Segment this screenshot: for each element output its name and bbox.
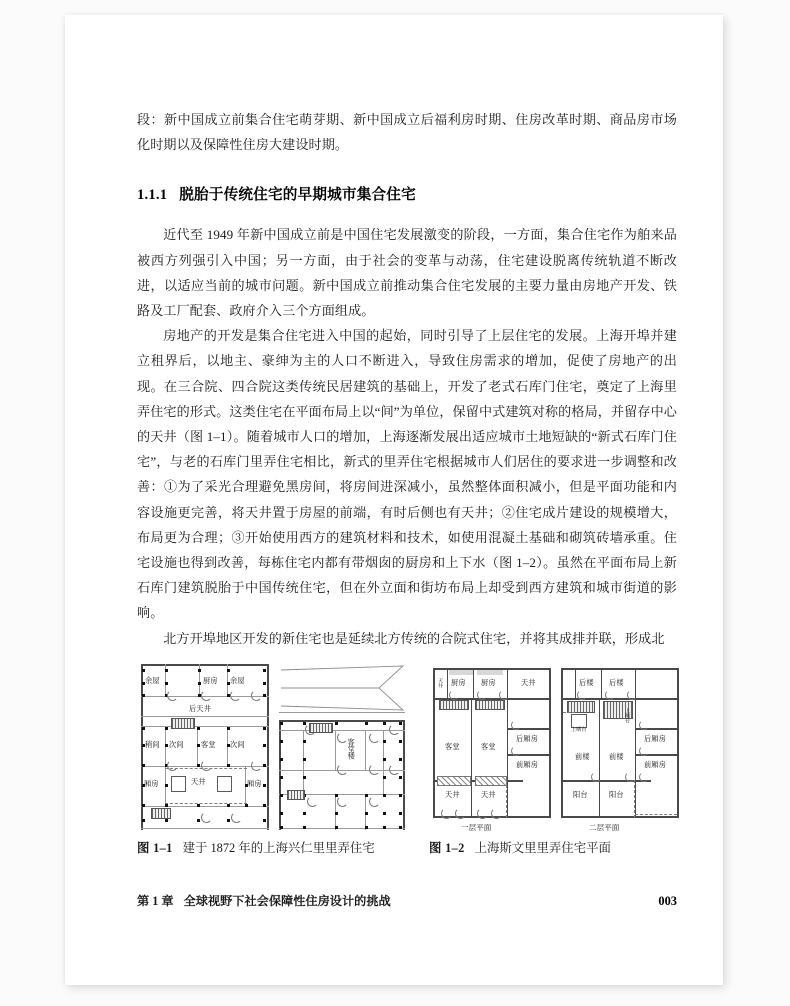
room-label: 厨房 (203, 677, 218, 685)
footer-title: 全球视野下社会保障性住房设计的挑战 (183, 894, 391, 908)
room-label: 阳台 (573, 791, 588, 799)
room-label: 后楼 (609, 679, 624, 687)
figure-1-1-caption-text: 建于 1872 年的上海兴仁里里弄住宅 (182, 841, 375, 855)
room-label: 余屋 (145, 677, 160, 685)
room-label: 后楼 (579, 679, 594, 687)
room-label: 后厢房 (644, 735, 667, 743)
page-number: 003 (658, 894, 677, 908)
section-heading (137, 183, 677, 204)
footer-chapter: 第 1 章 (137, 894, 174, 908)
room-label: 次间 (230, 741, 245, 749)
room-label: 厨房 (451, 679, 466, 687)
figure-1-2-caption-label: 图 1–2 (429, 841, 465, 855)
figure-1-1-drawing (137, 660, 409, 830)
room-label: 厨房 (481, 679, 496, 687)
paragraph-continued: 段：新中国成立前集合住宅萌芽期、新中国成立后福利房时期、住房改革时期、商品房市场化时期以及保障性住房大建设时期。 (137, 112, 677, 153)
room-label: 天井 (437, 678, 442, 688)
room-label: 稍间 (145, 741, 160, 749)
room-label: 余屋 (230, 677, 245, 685)
figure-1-2-caption-text: 上海斯文里里弄住宅平面 (474, 841, 611, 855)
room-label: 上晒台 (571, 728, 587, 733)
room-label: 客堂 (201, 741, 216, 749)
room-label: 前厢房 (644, 761, 667, 769)
page-footer (137, 892, 677, 909)
room-label: 客堂 (445, 743, 460, 751)
page-content (137, 107, 677, 651)
floor1-title: 一层平面 (461, 823, 492, 832)
room-label: 厢房 (247, 780, 262, 788)
footer-running-head (137, 892, 391, 909)
room-label: 客堂 (481, 743, 496, 751)
paragraph-1: 近代至 1949 年新中国成立前是中国住宅发展激变的阶段，一方面，集合住宅作为舶来品被西方列强引入中国；另一方面，由于社会的变革与动荡，住宅建设脱离传统轨道不断改进，以适应当前的城市问题。新中国成立前推动集合住宅发展的主要力量由房地产开发、铁路及工厂配套、政府介入三个方面组成。 (137, 227, 677, 319)
paragraph-3: 北方开埠地区开发的新住宅也是延续北方传统的合院式住宅，并将其成排并联，形成北 (163, 630, 665, 646)
floor2-title: 二层平面 (589, 823, 620, 832)
room-label: 天井 (521, 679, 536, 687)
room-label: 后天井 (189, 705, 212, 713)
room-label: 前厢房 (516, 761, 539, 769)
room-label: 后厢房 (516, 735, 539, 743)
figure-1-1-caption-label: 图 1–1 (137, 841, 173, 855)
room-label: 天井 (481, 791, 496, 799)
room-label: 天井 (191, 778, 206, 786)
section-number: 1.1.1 (137, 187, 168, 204)
figure-1-2-drawing (429, 660, 689, 830)
paragraph-2: 房地产的开发是集合住宅进入中国的起始，同时引导了上层住宅的发展。上海开埠并建立租界后，以地主、豪绅为主的人口不断进入，导致住房需求的增加，促使了房地产的出现。在三合院、四合院这类传统民居建筑的基础上，开发了老式石库门住宅，奠定了上海里弄住宅的形式。这类住宅在平面布局上以“间”为单位，保留中式建筑对称的格局，并留存中心的天井（图 1–1）。随着城市人口的增加，上海逐渐发展出适应城市土地短缺的“新式石库门住宅”，与老的石库门里弄住宅相比，新式的里弄住宅根据城市人们居住的要求进一步调整和改善：①为了采光合理避免黑房间，将房间进深减小，虽然整体面积减小，但是平面功能和内容设施更完善，将天井置于房屋的前端，有时后侧也有天井；②住宅成片建设的规模增大，布局更为合理；③开始使用西方的建筑材料和技术，如使用混凝土基础和砌筑砖墙承重。住宅设施也得到改善，每栋住宅内都有带烟囱的厨房和上下水（图 1–2）。虽然在平面布局上新石库门建筑脱胎于中国传统住宅，但在外立面和街坊布局上却受到西方建筑和城市街道的影响。 (137, 328, 677, 621)
room-label: 上晒台 (624, 708, 629, 723)
figure-1-1-caption (137, 838, 409, 856)
room-label: 前楼 (609, 753, 624, 761)
room-label: 厢房 (144, 780, 159, 788)
figure-1-2-caption (429, 838, 689, 856)
figure-1-1 (137, 660, 409, 856)
room-label: 前楼 (575, 753, 590, 761)
section-title: 脱胎于传统住宅的早期城市集合住宅 (179, 187, 416, 204)
document-page (65, 15, 723, 985)
figures-area (137, 660, 682, 856)
room-label: 阳台 (609, 791, 624, 799)
room-label: 客堂楼 (347, 738, 356, 760)
figure-1-2 (429, 660, 689, 856)
room-label: 次间 (169, 741, 184, 749)
room-label: 天井 (445, 791, 460, 799)
